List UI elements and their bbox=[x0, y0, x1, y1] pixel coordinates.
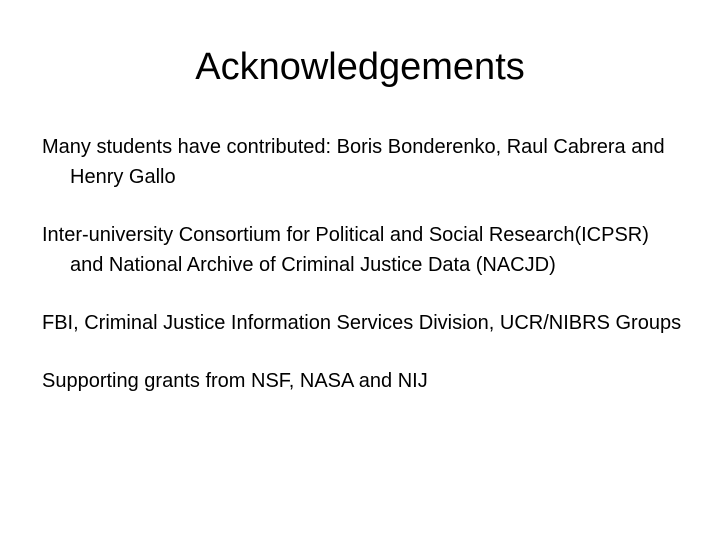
bullet-item: Many students have contributed: Boris Bonderenko, Raul Cabrera and Henry Gallo bbox=[42, 136, 665, 188]
bullet-item: FBI, Criminal Justice Information Services Division, UCR/NIBRS Groups bbox=[42, 312, 682, 334]
bullet-item: Supporting grants from NSF, NASA and NIJ bbox=[42, 370, 428, 392]
bullet-list bbox=[42, 132, 682, 424]
bullet-item: Inter-university Consortium for Political and Social Research(ICPSR) and National Archive of Criminal Justice Data (NACJD) bbox=[42, 224, 649, 276]
slide-title: Acknowledgements bbox=[195, 46, 525, 88]
